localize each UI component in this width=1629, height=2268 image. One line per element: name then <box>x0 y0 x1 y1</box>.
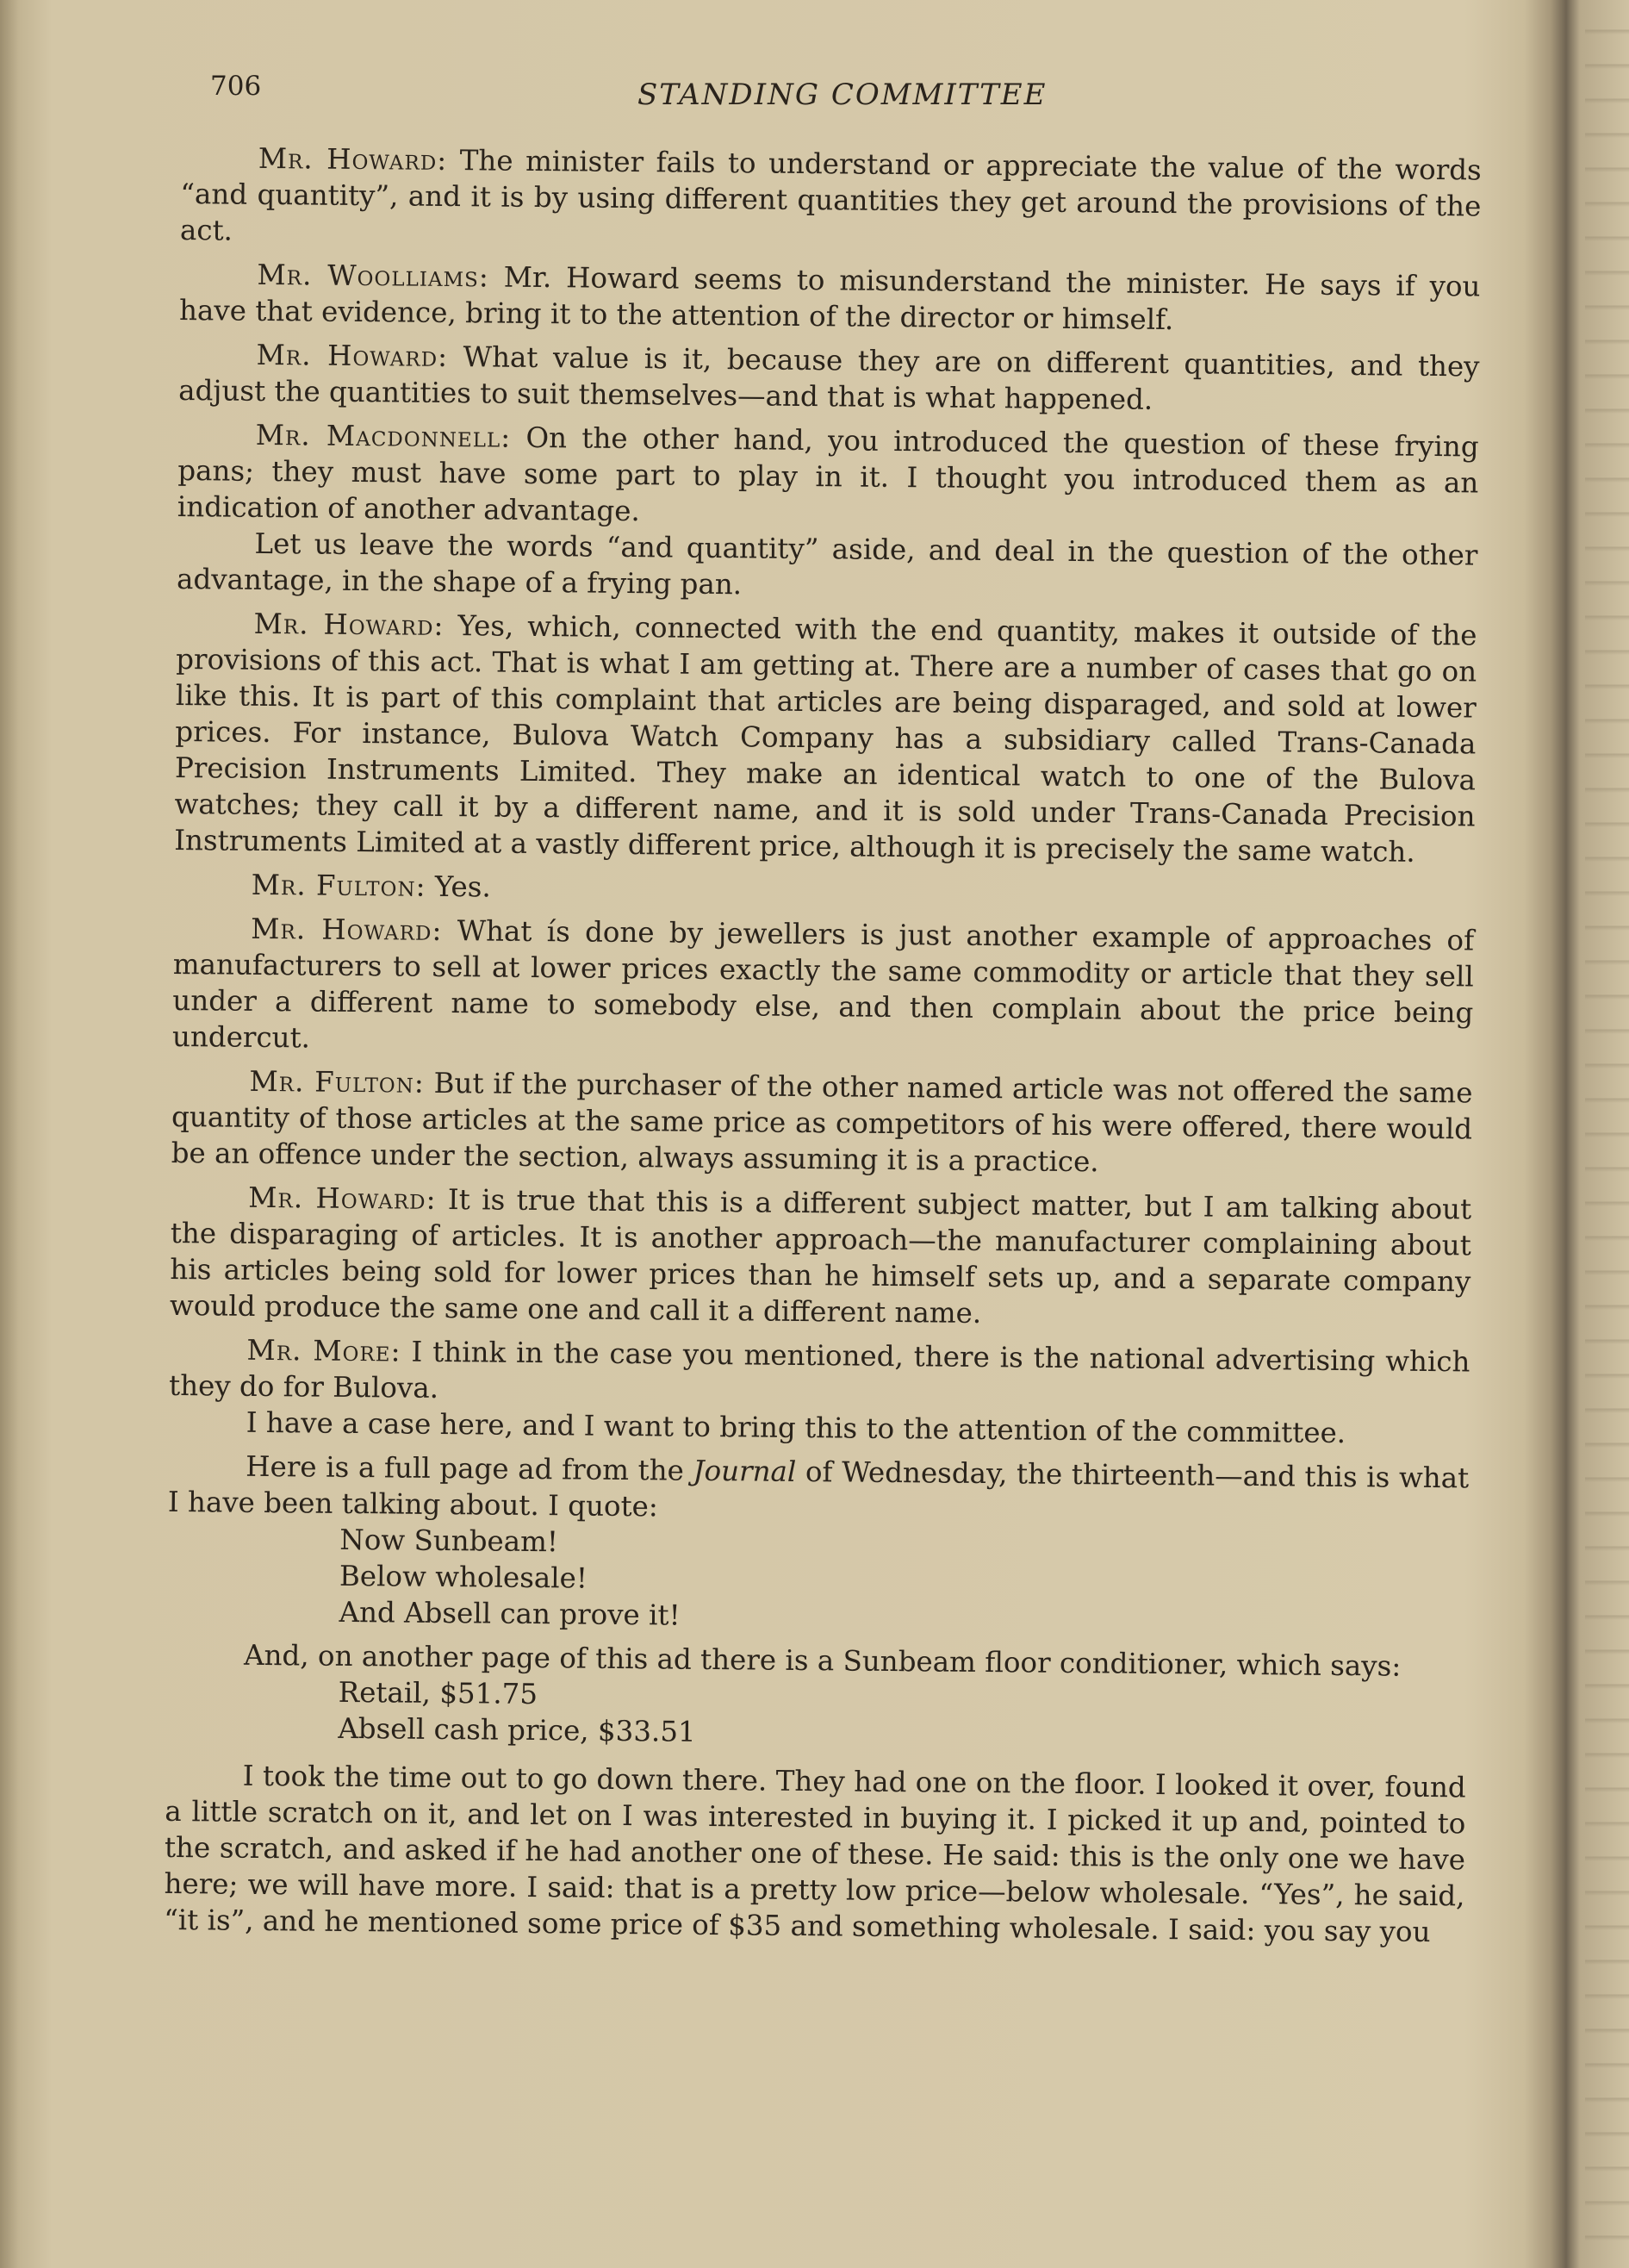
facing-page-edge <box>1585 0 1629 2268</box>
publication-title: Journal <box>693 1454 797 1488</box>
quote-line: And Absell can prove it! <box>339 1595 681 1632</box>
paragraph <box>174 605 1477 870</box>
paragraph-text: Here is a full page ad from the <box>246 1449 693 1487</box>
transcript-body <box>164 140 1482 1958</box>
paragraph-text: I took the time out to go down there. They had one on the floor. I looked it over, found a little scratch on it, and let on I was interested in buying it. I picked it up and, pointed to the scratch, and asked if he had another one of these. He said: this is the only one we have here; we will have more. I said: that is a pretty low price—below wholesale. “Yes”, he said, “it is”, and he mentioned some price of $35 and something wholesale. I said: you say you <box>163 1759 1466 1949</box>
quote-line: Now Sunbeam! <box>339 1523 559 1559</box>
speaker-name: Mr. Howard: <box>256 338 449 373</box>
paragraph-text: What value is it, because they are on different quantities, and they adjust the quantities to suit themselves—and that is what happened. <box>178 340 1480 416</box>
paragraph <box>168 1448 1470 1532</box>
paragraph-text: I have a case here, and I want to bring this to the attention of the committee. <box>246 1405 1346 1450</box>
speaker-name: Mr. Fulton: <box>249 1064 426 1100</box>
paragraph <box>177 525 1478 609</box>
paragraph-text: Mr. Howard seems to misunderstand the minister. He says if you have that evidence, bring it to the attention of the director or himself. <box>178 260 1481 337</box>
paragraph-text: Yes, which, connected with the end quantity, makes it outside of the provisions of this act. That is what I am getting at. There are a number of cases that go on like this. It is part of this complaint that articles are being disparaged, and sold at lower prices. For instance, Bulova Watch Company has a subsidiary called Trans-Canada Precision Instruments Limited. They make an identical watch to one of the Bulova watches; they call it by a different name, and it is sold under Trans-Canada Precision Instruments Limited at a vastly different price, although it is precisely the same watch. <box>174 609 1477 869</box>
speaker-name: Mr. Howard: <box>248 1181 437 1216</box>
paragraph <box>178 336 1480 421</box>
page-number: 706 <box>210 71 262 102</box>
paragraph <box>164 1757 1466 1950</box>
price-quote <box>165 1673 1467 1757</box>
paragraph <box>172 910 1475 1067</box>
ad-quote <box>166 1520 1468 1641</box>
quote-line: Retail, $51.75 <box>338 1675 538 1711</box>
paragraph <box>179 256 1481 340</box>
paragraph <box>169 1331 1470 1416</box>
page-header <box>190 60 1482 112</box>
paragraph-text: The minister fails to understand or appreciate the value of the words “and quantity”, and it is by using different quantities they get around the provisions of the act. <box>179 144 1482 247</box>
paragraph-text: What ís done by jewellers is just another example of approaches of manufacturers to sell at lower prices exactly the same commodity or article that they sell under a different name to somebody else, and then complain about the price being undercut. <box>171 914 1475 1055</box>
speaker-name: Mr. Howard: <box>258 141 448 177</box>
paragraph <box>171 1062 1473 1183</box>
speaker-name: Mr. Macdonnell: <box>255 418 512 454</box>
paragraph <box>180 140 1482 260</box>
paragraph-text: On the other hand, you introduced the question of these frying pans; they must have some part to play in it. I thought you introduced them as an indication of another advantage. <box>177 421 1479 528</box>
running-head: STANDING COMMITTEE <box>637 78 1048 112</box>
paragraph-text: It is true that this is a different subject matter, but I am talking about the disparaging of articles. It is another approach—the manufacturer complaining about his articles being sold for lower prices than he himself sets up, and a separate company would produce the same one and call it a different name. <box>169 1183 1472 1330</box>
speaker-name: Mr. Woolliams: <box>257 258 490 294</box>
paragraph-text: Let us leave the words “and quantity” aside, and deal in the question of the other advantage, in the shape of a frying pan. <box>176 526 1478 601</box>
paragraph <box>174 866 1475 914</box>
quote-line: Below wholesale! <box>339 1559 588 1595</box>
paragraph-text: I think in the case you mentioned, there is the national advertising which they do for Bulova. <box>168 1335 1470 1405</box>
paragraph-text: of Wednesday, the thirteenth—and this is what I have been talking about. I quote: <box>167 1455 1470 1523</box>
paragraph-text: Yes. <box>434 869 491 904</box>
quote-line: Absell cash price, $33.51 <box>338 1711 696 1748</box>
speaker-name: Mr. Howard: <box>253 607 445 642</box>
speaker-name: Mr. Fulton: <box>251 868 426 903</box>
paragraph-text: But if the purchaser of the other named article was not offered the same quantity of those articles at the same price as competitors of his were offered, there would be an offence under the section, always assuming it is a practice. <box>171 1066 1473 1179</box>
paragraph-text: And, on another page of this ad there is a Sunbeam floor conditioner, which says: <box>243 1638 1402 1683</box>
speaker-name: Mr. More: <box>246 1333 401 1368</box>
paragraph <box>170 1179 1472 1336</box>
paragraph <box>177 416 1479 537</box>
speaker-name: Mr. Howard: <box>251 912 443 947</box>
